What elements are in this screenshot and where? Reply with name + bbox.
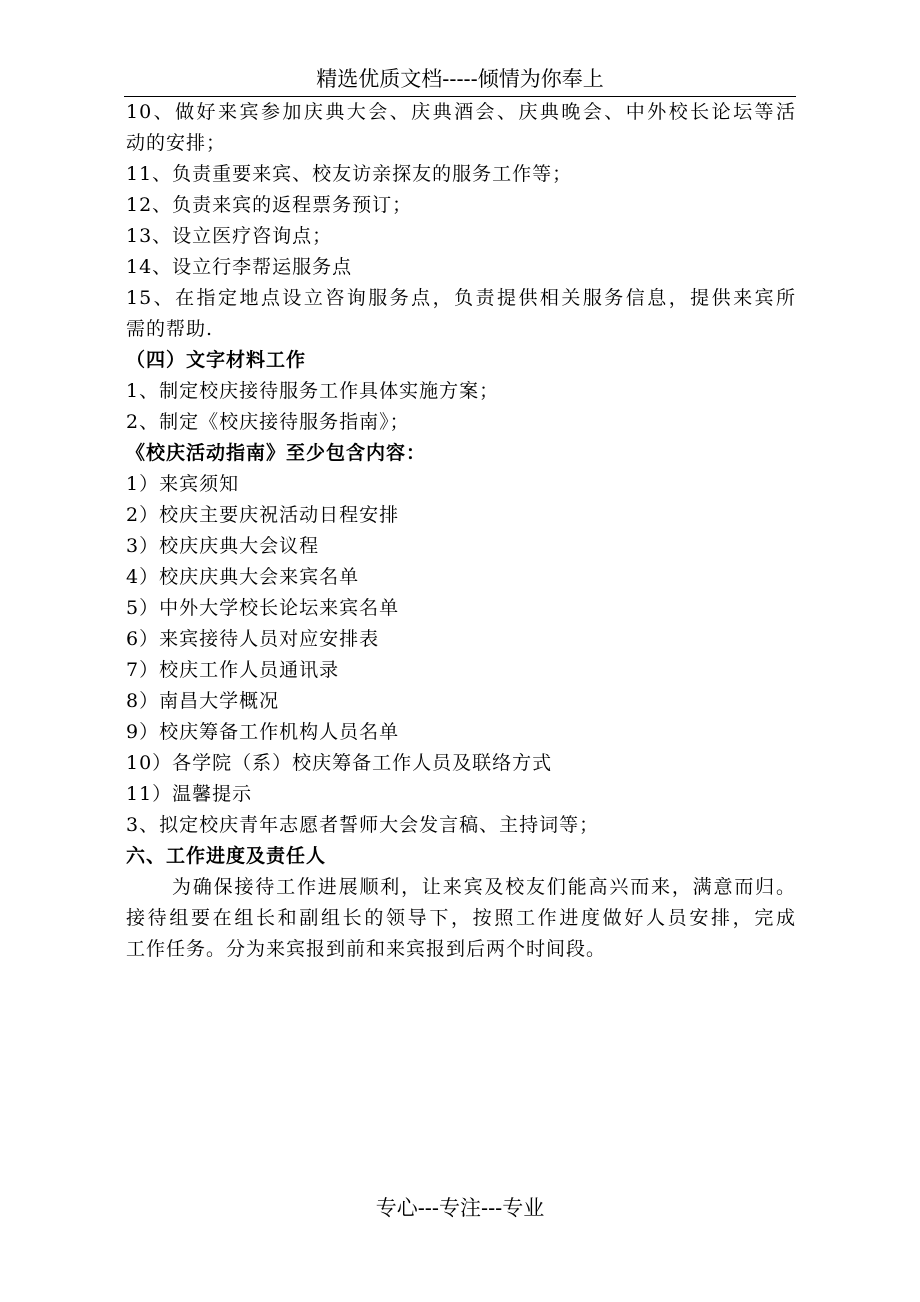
section-heading-progress: 六、工作进度及责任人	[126, 845, 327, 867]
guide-item-8: 8）南昌大学概况	[126, 690, 280, 712]
list-item-12: 12、负责来宾的返程票务预订；	[126, 194, 413, 216]
guide-item-2: 2）校庆主要庆祝活动日程安排	[126, 504, 400, 526]
guide-item-7: 7）校庆工作人员通讯录	[126, 659, 340, 681]
document-body	[126, 97, 796, 965]
list-item-13: 13、设立医疗咨询点；	[126, 225, 333, 247]
list-item-10: 10、做好来宾参加庆典大会、庆典酒会、庆典晚会、中外校长论坛等活	[126, 101, 796, 123]
paragraph-line-1: 为确保接待工作进展顺利，让来宾及校友们能高兴而来，满意而归。	[172, 876, 796, 898]
guide-item-3: 3）校庆庆典大会议程	[126, 535, 320, 557]
page-footer: 专心---专注---专业	[375, 1196, 545, 1220]
task-item-2: 2、制定《校庆接待服务指南》；	[126, 411, 410, 433]
page-header: 精选优质文档-----倾情为你奉上	[316, 67, 604, 91]
list-item-11: 11、负责重要来宾、校友访亲探友的服务工作等；	[126, 163, 573, 185]
paragraph-line-3: 工作任务。分为来宾报到前和来宾报到后两个时间段。	[126, 938, 607, 960]
list-item-14: 14、设立行李帮运服务点	[126, 256, 353, 278]
list-item-15: 15、在指定地点设立咨询服务点，负责提供相关服务信息，提供来宾所	[126, 287, 796, 309]
guide-item-1: 1）来宾须知	[126, 473, 240, 495]
list-item-15-continued: 需的帮助.	[126, 318, 214, 340]
guide-item-6: 6）来宾接待人员对应安排表	[126, 628, 380, 650]
guide-item-11: 11）温馨提示	[126, 783, 253, 805]
guide-contents-heading: 《校庆活动指南》至少包含内容：	[126, 442, 427, 464]
guide-item-10: 10）各学院（系）校庆筹备工作人员及联络方式	[126, 752, 553, 774]
paragraph-line-2: 接待组要在组长和副组长的领导下，按照工作进度做好人员安排，完成	[126, 907, 796, 929]
guide-item-5: 5）中外大学校长论坛来宾名单	[126, 597, 400, 619]
guide-item-4: 4）校庆庆典大会来宾名单	[126, 566, 360, 588]
task-item-3: 3、拟定校庆青年志愿者誓师大会发言稿、主持词等；	[126, 814, 600, 836]
section-heading-written-materials: （四）文字材料工作	[126, 349, 307, 371]
guide-item-9: 9）校庆筹备工作机构人员名单	[126, 721, 400, 743]
list-item-10-continued: 动的安排；	[126, 132, 227, 154]
task-item-1: 1、制定校庆接待服务工作具体实施方案；	[126, 380, 500, 402]
